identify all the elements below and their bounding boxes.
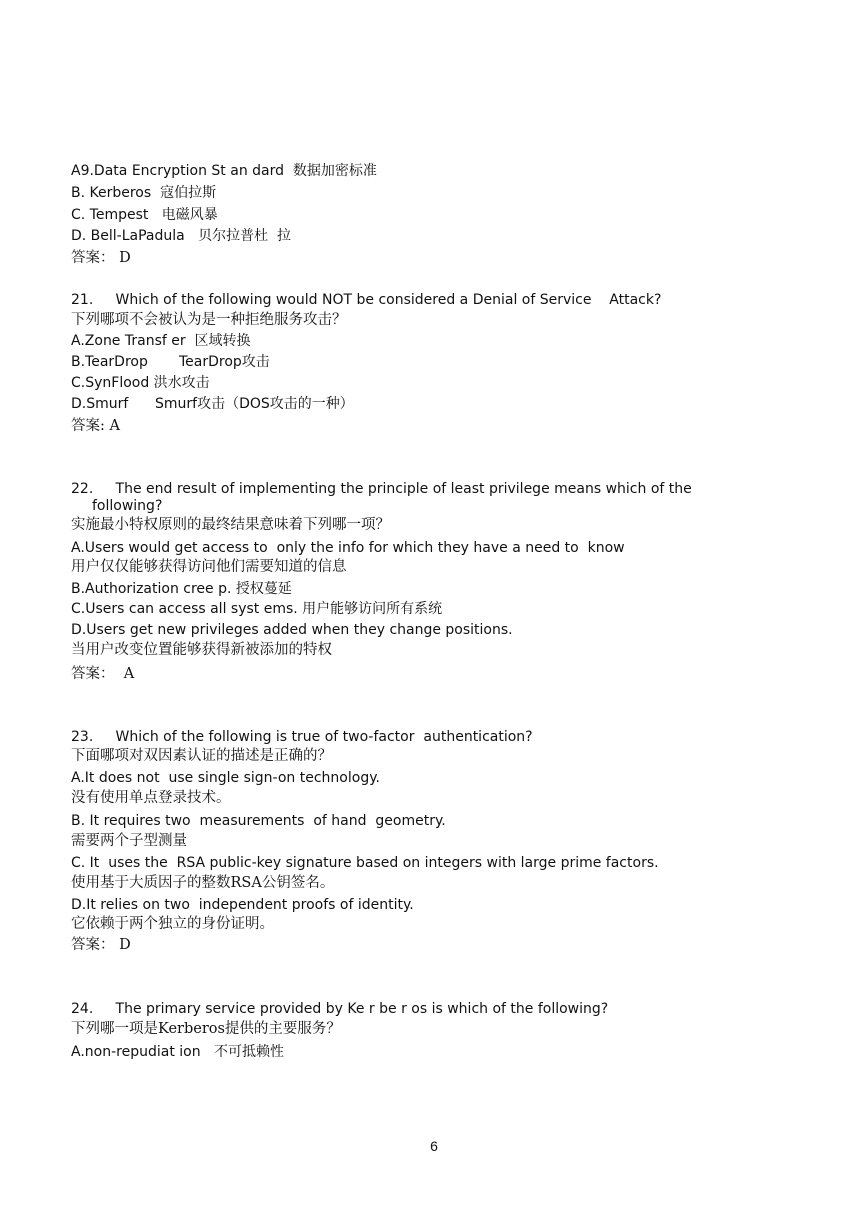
- q20-option-c: C. Tempest 电磁风暴: [71, 207, 218, 223]
- q23-option-b: B. It requires two measurements of hand geometry.: [71, 813, 446, 829]
- q23-option-c: C. It uses the RSA public-key signature based on integers with large prime factors.: [71, 855, 659, 871]
- q20-option-b: B. Kerberos 寇伯拉斯: [71, 185, 217, 201]
- q21-option-a: A.Zone Transf er 区域转换: [71, 333, 251, 349]
- page-number: 6: [430, 1138, 438, 1154]
- q22-option-a-cn: 用户仅仅能够获得访问他们需要知道的信息: [71, 559, 347, 575]
- q23-answer: 答案： D: [71, 937, 131, 953]
- q23-option-d: D.It relies on two independent proofs of identity.: [71, 897, 414, 913]
- q23-option-b-cn: 需要两个子型测量: [71, 833, 187, 849]
- q23-question-cn: 下面哪项对双因素认证的描述是正确的？: [71, 748, 332, 764]
- q21-option-b: B.TearDrop TearDrop攻击: [71, 354, 270, 370]
- q22-question: 22. The end result of implementing the principle of least privilege means which of the: [71, 481, 692, 497]
- q22-question-continuation: following?: [92, 498, 163, 514]
- q22-option-b: B.Authorization cree p. 授权蔓延: [71, 581, 292, 597]
- q23-option-c-cn: 使用基于大质因子的整数RSA公钥签名。: [71, 875, 335, 891]
- q21-question-cn: 下列哪项不会被认为是一种拒绝服务攻击？: [71, 312, 347, 328]
- q22-answer: 答案： A: [71, 666, 135, 682]
- q22-question-cn: 实施最小特权原则的最终结果意味着下列哪一项？: [71, 517, 390, 533]
- q21-answer: 答案: A: [71, 418, 120, 434]
- q23-option-a-cn: 没有使用单点登录技术。: [71, 790, 231, 806]
- q24-option-a: A.non-repudiat ion 不可抵赖性: [71, 1044, 284, 1060]
- q24-question-cn: 下列哪一项是Kerberos提供的主要服务？: [71, 1021, 341, 1037]
- q24-question: 24. The primary service provided by Ke r be r os is which of the following?: [71, 1001, 609, 1017]
- q21-option-c: C.SynFlood 洪水攻击: [71, 375, 210, 391]
- q23-question: 23. Which of the following is true of two-factor authentication?: [71, 729, 533, 745]
- q23-option-d-cn: 它依赖于两个独立的身份证明。: [71, 916, 274, 932]
- q21-option-d: D.Smurf Smurf攻击（DOS攻击的一种）: [71, 396, 354, 412]
- q22-option-d: D.Users get new privileges added when they change positions.: [71, 622, 513, 638]
- q22-option-d-cn: 当用户改变位置能够获得新被添加的特权: [71, 642, 332, 658]
- q22-option-c: C.Users can access all syst ems. 用户能够访问所有系统: [71, 601, 443, 617]
- q20-option-a: A9.Data Encryption St an dard 数据加密标准: [71, 163, 377, 179]
- q21-question: 21. Which of the following would NOT be considered a Denial of Service Attack?: [71, 292, 662, 308]
- q20-answer: 答案： D: [71, 250, 131, 266]
- q20-option-d: D. Bell-LaPadula 贝尔拉普杜 拉: [71, 228, 291, 244]
- q23-option-a: A.It does not use single sign-on technology.: [71, 770, 380, 786]
- q22-option-a: A.Users would get access to only the info for which they have a need to know: [71, 540, 625, 556]
